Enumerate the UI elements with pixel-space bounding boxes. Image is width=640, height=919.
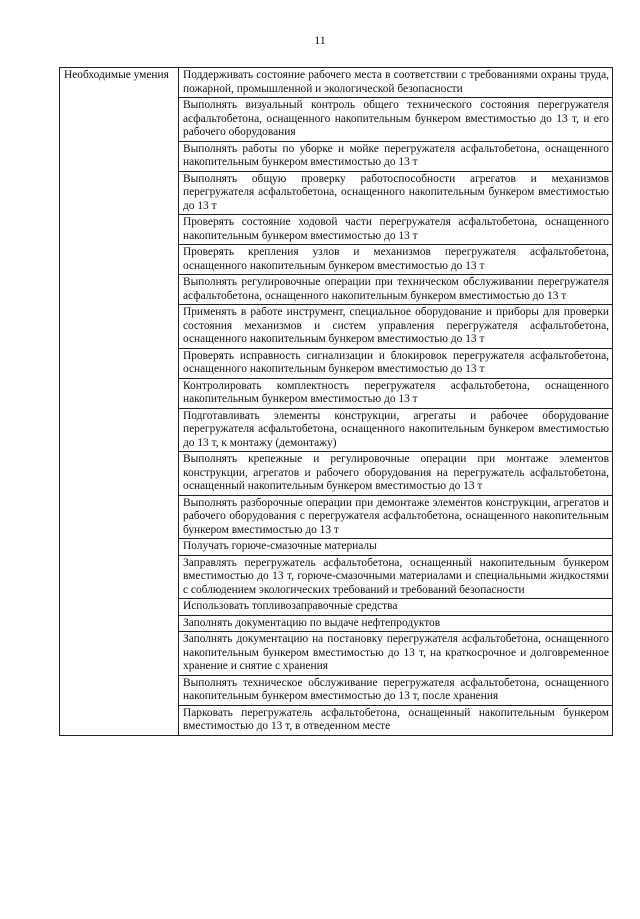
skill-cell: Проверять исправность сигнализации и блокировок перегружателя асфальтобетона, оснащенного накопительным бункером вместимостью до 13 т — [179, 348, 613, 378]
skill-cell: Выполнять крепежные и регулировочные операции при монтаже элементов конструкции, агрегатов и рабочего оборудования на перегружатель асфальтобетона, оснащенный накопительным бункером вместимостью до 13 т — [179, 452, 613, 496]
skill-cell: Выполнять техническое обслуживание перегружателя асфальтобетона, оснащенного накопительным бункером вместимостью до 13 т, после хранения — [179, 675, 613, 705]
skills-table-body — [60, 68, 613, 736]
skill-cell: Выполнять работы по уборке и мойке перегружателя асфальтобетона, оснащенного накопительным бункером вместимостью до 13 т — [179, 141, 613, 171]
skill-cell: Проверять состояние ходовой части перегружателя асфальтобетона, оснащенного накопительным бункером вместимостью до 13 т — [179, 215, 613, 245]
section-label: Необходимые умения — [60, 68, 179, 736]
skill-cell: Выполнять общую проверку работоспособности агрегатов и механизмов перегружателя асфальтобетона, оснащенного накопительным бункером вместимостью до 13 т — [179, 171, 613, 215]
skill-cell: Заполнять документацию по выдаче нефтепродуктов — [179, 615, 613, 632]
skill-cell: Выполнять разборочные операции при демонтаже элементов конструкции, агрегатов и рабочего оборудования с перегружателя асфальтобетона, оснащенного накопительным бункером вместимостью до 13 т — [179, 495, 613, 539]
skill-cell: Проверять крепления узлов и механизмов перегружателя асфальтобетона, оснащенного накопительным бункером вместимостью до 13 т — [179, 245, 613, 275]
skill-cell: Парковать перегружатель асфальтобетона, оснащенный накопительным бункером вместимостью до 13 т, в отведенном месте — [179, 705, 613, 735]
skill-cell: Получать горюче-смазочные материалы — [179, 539, 613, 556]
skill-cell: Поддерживать состояние рабочего места в соответствии с требованиями охраны труда, пожарной, промышленной и экологической безопасности — [179, 68, 613, 98]
skill-cell: Подготавливать элементы конструкции, агрегаты и рабочее оборудование перегружателя асфальтобетона, оснащенного накопительным бункером вместимостью до 13 т, к монтажу (демонтажу) — [179, 408, 613, 452]
skills-table — [59, 67, 613, 736]
table-row — [60, 68, 613, 98]
skill-cell: Заполнять документацию на постановку перегружателя асфальтобетона, оснащенного накопительным бункером вместимостью до 13 т, на краткосрочное и долговременное хранение и снятие с хранения — [179, 632, 613, 676]
skill-cell: Заправлять перегружатель асфальтобетона, оснащенный накопительным бункером вместимостью до 13 т, горюче-смазочными материалами и специальными жидкостями с соблюдением экологических требований и требований безопасности — [179, 555, 613, 599]
skill-cell: Контролировать комплектность перегружателя асфальтобетона, оснащенного накопительным бункером вместимостью до 13 т — [179, 378, 613, 408]
skill-cell: Применять в работе инструмент, специальное оборудование и приборы для проверки состояния механизмов и систем управления перегружателя асфальтобетона, оснащенного накопительным бункером вместимостью до 13 т — [179, 305, 613, 349]
skill-cell: Использовать топливозаправочные средства — [179, 599, 613, 616]
skill-cell: Выполнять визуальный контроль общего технического состояния перегружателя асфальтобетона, оснащенного накопительным бункером вместимостью до 13 т, и его рабочего оборудования — [179, 98, 613, 142]
page-number: 11 — [314, 33, 326, 47]
skill-cell: Выполнять регулировочные операции при техническом обслуживании перегружателя асфальтобетона, оснащенного накопительным бункером вместимостью до 13 т — [179, 275, 613, 305]
